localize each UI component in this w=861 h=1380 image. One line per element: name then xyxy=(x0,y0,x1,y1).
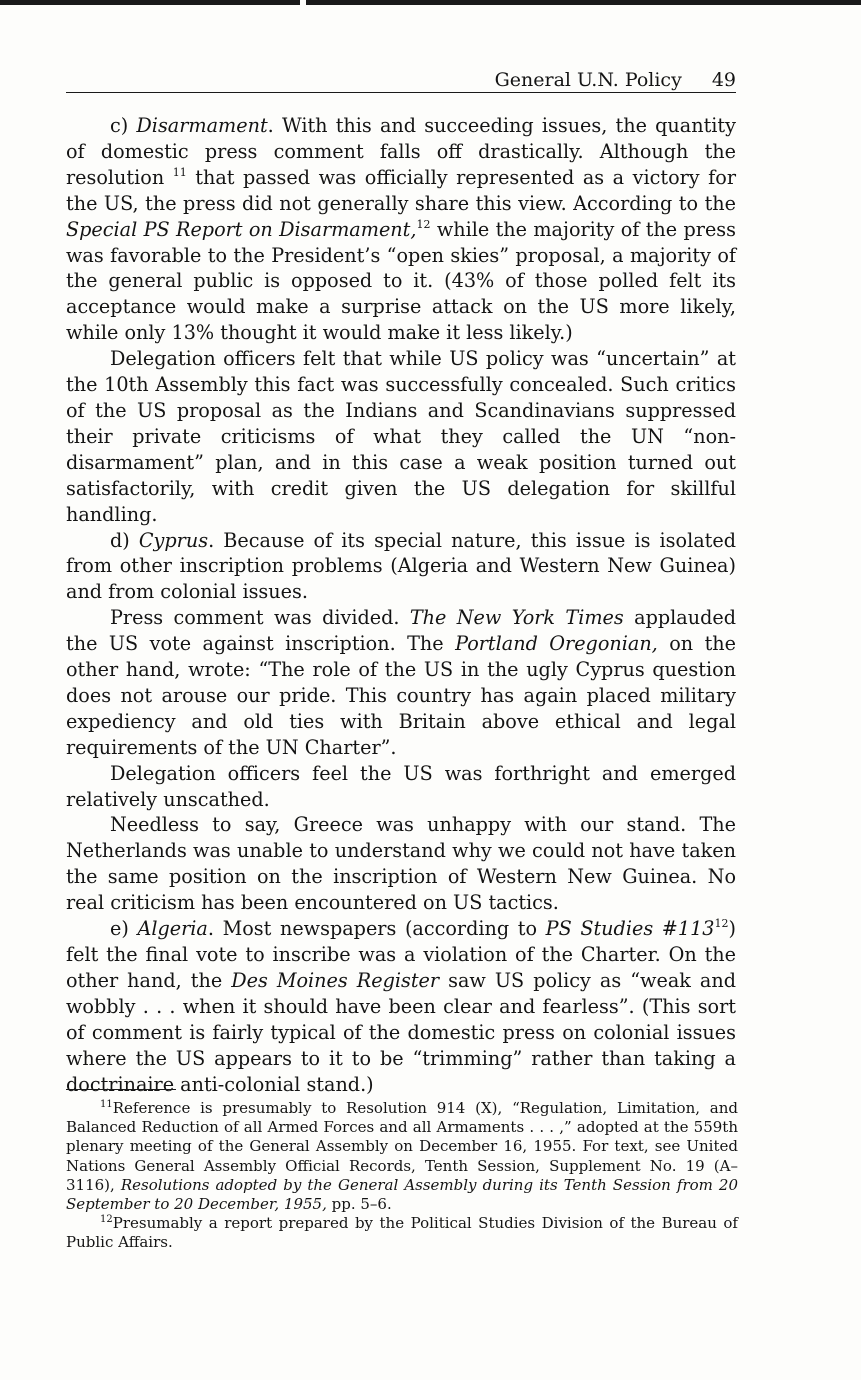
text-run: Press comment was divided. xyxy=(110,606,410,630)
footnote-number: 11 xyxy=(100,1099,113,1110)
text-run: saw US policy as “weak and wobbly . . . when it should have been clear and fearless”. (This sort of comment is fairly typical of the domestic press on colonial issues where the US appears to it to be “trimming” rather than taking a doctrinaire anti-colonial stand.) xyxy=(66,968,737,1096)
footnote-11 xyxy=(66,1099,738,1214)
paragraph-cyprus xyxy=(66,528,736,606)
text-run: while the majority of the press was favorable to the President’s “open skies” proposal, a majority of the general public is opposed to it. (43% of those polled felt its acceptance would make a surprise attack on the US more likely, while only 13% thought it would make it less likely.) xyxy=(66,217,736,345)
italic-title-resolutions: Resolutions adopted by the General Assembly during its Tenth Session from 20 September to 20 December, 1955, xyxy=(66,1175,739,1214)
text-run: . With this and succeeding issues, the quantity of domestic press comment falls off drastically. Although the resolution xyxy=(66,114,736,189)
italic-title-oregonian: Portland Oregonian, xyxy=(455,632,658,656)
italic-title-special-ps-report: Special PS Report on Disarmament, xyxy=(66,217,417,241)
footnote-12 xyxy=(66,1214,738,1252)
paragraph-algeria xyxy=(66,916,736,1097)
footnote-ref-11: 11 xyxy=(172,165,187,179)
text-run: Reference is presumably to Resolution 914 (X), “Regulation, Limitation, and Balanced Reduction of all Armed Forces and all Armaments . . . ,” adopted at the 559th plenary meeting of the General Assembly on December 16, 1955. For text, see United Nations General Assembly Official Records, Tenth Session, Supplement No. 19 (A–3116), xyxy=(66,1099,738,1194)
section-heading-algeria: Algeria xyxy=(137,917,208,941)
section-heading-disarmament: Disarmament xyxy=(136,114,268,137)
text-run: . Because of its special nature, this issue is isolated from other inscription problems (Algeria and Western New Guinea) and from colonial issues. xyxy=(66,528,737,604)
section-heading-cyprus: Cyprus xyxy=(138,528,209,552)
page-number: 49 xyxy=(711,69,736,91)
text-run: that passed was officially represented as a victory for the US, the press did not generally share this view. According to the xyxy=(66,165,736,215)
italic-title-ps-studies: PS Studies #113 xyxy=(545,917,715,941)
paragraph-press-comment xyxy=(66,605,736,760)
footnote-ref-12: 12 xyxy=(714,917,729,931)
text-run: . Most newspapers (according to xyxy=(207,917,546,941)
top-edge-bar xyxy=(0,0,861,5)
italic-title-nyt: The New York Times xyxy=(409,606,624,630)
footnote-number: 12 xyxy=(100,1214,113,1226)
text-run: e) xyxy=(110,917,138,941)
footnotes xyxy=(66,1099,738,1253)
header-title: General U.N. Policy xyxy=(494,69,682,91)
text-run: c) xyxy=(110,114,137,137)
header-line xyxy=(495,69,736,91)
paragraph-greece: Needless to say, Greece was unhappy with our stand. The Netherlands was unable to understand why we could not have taken the same position on the inscription of Western New Guinea. No real criticism has been encountered on US tactics. xyxy=(66,813,736,915)
paragraph-disarmament xyxy=(66,113,736,346)
text-run: ) felt the final vote to inscribe was a violation of the Charter. On the other hand, the xyxy=(66,917,736,992)
text-run: pp. 5–6. xyxy=(326,1195,392,1214)
footnote-divider xyxy=(66,1089,176,1090)
text-run: Presumably a report prepared by the Political Studies Division of the Bureau of Public Affairs. xyxy=(66,1214,738,1252)
text-run: d) xyxy=(110,528,139,552)
running-header xyxy=(66,66,736,93)
paragraph-delegation-uncertain: Delegation officers felt that while US policy was “uncertain” at the 10th Assembly this fact was successfully concealed. Such critics of the US proposal as the Indians and Scandinavians suppressed their private criticisms of what they called the UN “non-disarmament” plan, and in this case a weak position turned out satisfactorily, with credit given the US delegation for skillful handling. xyxy=(66,347,736,526)
footnote-ref-12: 12 xyxy=(416,217,431,231)
text-run: on the other hand, wrote: “The role of the US in the ugly Cyprus question does not arouse our pride. This country has again placed military expediency and old ties with Britain above ethical and legal requirements of the UN Charter”. xyxy=(66,632,736,759)
body-text xyxy=(66,113,736,1097)
text-run: applauded the US vote against inscription. The xyxy=(66,606,736,656)
paragraph-forthright: Delegation officers feel the US was forthright and emerged relatively unscathed. xyxy=(66,761,736,811)
italic-title-des-moines: Des Moines Register xyxy=(231,968,440,992)
